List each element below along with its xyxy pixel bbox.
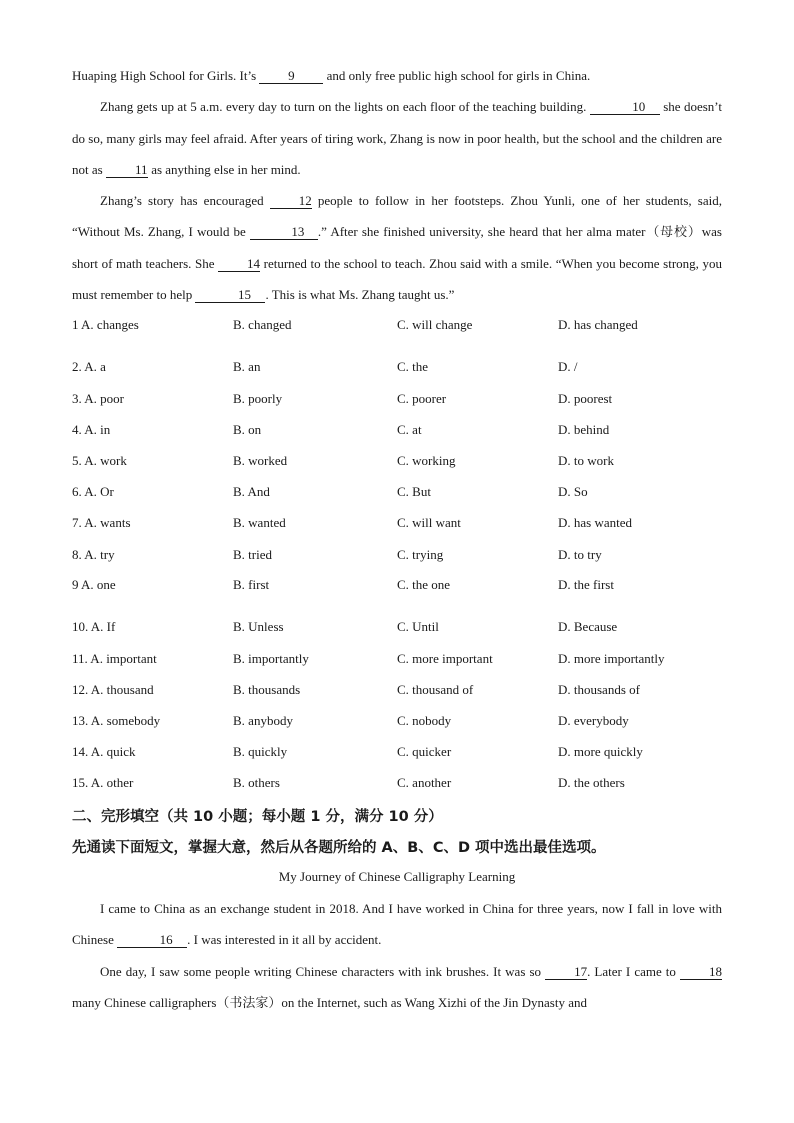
blank-9: 9	[259, 68, 323, 84]
blank-10: 10	[590, 99, 660, 115]
passage-one-line-1: Huaping High School for Girls. It’s 9 and only free public high school for girls in China.	[72, 68, 591, 83]
passage-one	[72, 60, 722, 310]
blank-11: 11	[106, 162, 148, 178]
blank-15: 15	[195, 287, 265, 303]
passage-two-paragraph-1: I came to China as an exchange student in 2018. And I have worked in China for three years, now I fall in love with Chinese 16 . I was interested in it all by accident.	[72, 901, 722, 948]
blank-17: 17	[545, 964, 587, 980]
section-heading: 二、完形填空（共 10 小题；每小题 1 分，满分 10 分）	[72, 809, 443, 825]
exam-page: Huaping High School for Girls. It’s 9 and only free public high school for girls in China. Zhang gets up at 5 a.m. every day to turn on the lights on each floor of the teaching building. 10 she doesn’t do so, many girls may feel afraid. After years of tiring work, Zhang is now in poor health, but the school and the children are not as 11 as anything else in her mind. Zhang’s story has encouraged 12 people to follow in her footsteps. Zhou Yunli, one of her students, said, “Without Ms. Zhang, I would be 13 .” After she finished university, she heard that her alma mater（母校）was short of math teachers. She 14 returned to the school to teach. Zhou said with a smile. “When you become strong, you must remember to help 15 . This is what Ms. Zhang taught us.” 1 A. changes B. changed C. will change D. has changed 2. A. a B. an C. the D. / 3. A. poor B. poorly C. poorer D. poorest 4. A. in B. on C. at D. behind 5. A. work B. worked C. working D. to work 6. A. Or B. And C. But D. So 7. A. wants B. wanted C. will want D. has wanted 8. A. try B. tried C. trying D. to try 9 A. one B. first C. the one D. the first 10. A. If B. Unless C. Until D. Because 11. A. important B. importantly C. more important D. more importantly 12. A. thousand B. thousands C. thousand of D. thousands of 13. A. somebody B. anybody C. nobody D. everybody 14. A. quick B. quickly C. quicker D. more quickly 15. A. other B. others C. another D. the others 二、完形填空（共 10 小题；每小题 1 分，满分 10 分） 先通读下面短文，掌握大意，然后从各题所给的 A、B、C、D 项中选出最佳选项。 My Journey of Chinese Calligraphy Learning I came to China as an exchange student in 2018. And I have worked in China for three years, now I fall in love with Chinese 16 . I was interested in it all by accident. One day, I saw some people writing Chinese characters with ink brushes. It was so 17. Later I came to 18 many Chinese calligraphers（书法家）on the Internet, such as Wang Xizhi of the Jin Dynasty and	[0, 0, 794, 1123]
passage-one-paragraph-2: Zhang gets up at 5 a.m. every day to turn on the lights on each floor of the teaching building. 10 she doesn’t do so, many girls may feel afraid. After years of tiring work, Zhang is now in poor health, but the school and the children are not as 11 as anything else in her mind.	[72, 99, 722, 177]
passage-two-paragraph-2: One day, I saw some people writing Chinese characters with ink brushes. It was so 17. Later I came to 18 many Chinese calligraphers（书法家）on the Internet, such as Wang Xizhi of the Jin Dynasty and	[72, 963, 722, 1010]
passage-two	[72, 893, 722, 1018]
blank-18: 18	[680, 964, 722, 980]
blank-14: 14	[218, 256, 260, 272]
section-instruction: 先通读下面短文，掌握大意，然后从各题所给的 A、B、C、D 项中选出最佳选项。	[72, 840, 606, 856]
blank-16: 16	[117, 932, 187, 948]
blank-13: 13	[250, 224, 318, 240]
passage-title: My Journey of Chinese Calligraphy Learning	[278, 869, 516, 884]
passage-one-paragraph-3: Zhang’s story has encouraged 12 people to follow in her footsteps. Zhou Yunli, one of her students, said, “Without Ms. Zhang, I would be 13 .” After she finished university, she heard that her alma mater（母校）was short of math teachers. She 14 returned to the school to teach. Zhou said with a smile. “When you become strong, you must remember to help 15 . This is what Ms. Zhang taught us.”	[72, 193, 722, 303]
blank-12: 12	[270, 193, 312, 209]
